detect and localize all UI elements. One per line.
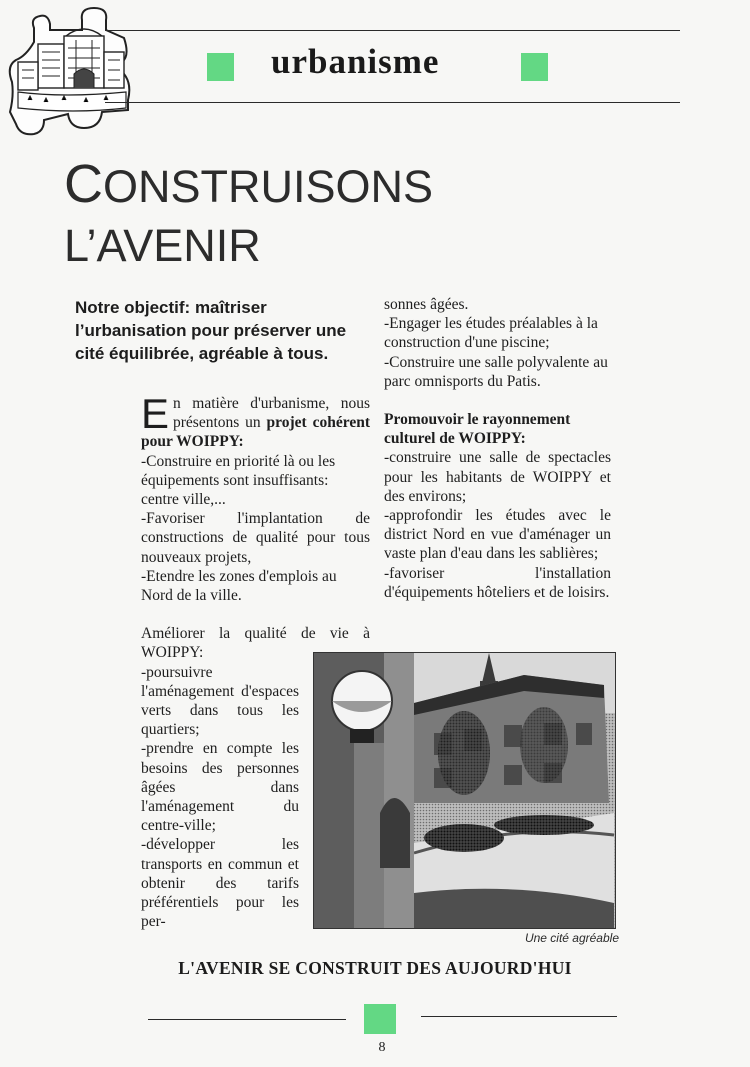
header-rule-top	[105, 30, 680, 31]
list-item: -Construire une salle polyvalente au parc omnisports du Patis.	[384, 353, 608, 390]
footer-rule-right	[421, 1016, 617, 1017]
section-heading: Promouvoir le rayonnement culturel de WOIPPY:	[384, 411, 571, 448]
list-item: -Etendre les zones d'emplois au Nord de la ville.	[141, 567, 337, 605]
section-title: urbanisme	[271, 42, 440, 81]
lead-paragraph: En matière d'urbanisme, nous présentons un projet cohérent pour WOIPPY:	[141, 390, 370, 451]
list-item: -développer les transports en commun et obtenir des tarifs préférentiels pour les per-	[141, 836, 299, 931]
list-item: -Engager les études préalables à la construction d'une piscine;	[384, 315, 598, 352]
list-item: sonnes âgées.	[384, 296, 469, 313]
list-item: -prendre en compte les besoins des personnes âgées dans l'aménagement du centre-ville;	[141, 740, 299, 835]
list-item: -favoriser l'installation d'équipements hôteliers et de loisirs.	[384, 564, 611, 601]
header-rule-bottom	[105, 102, 680, 103]
drop-cap: E	[141, 390, 170, 437]
list-item: -poursuivre l'aménagement d'espaces verts dans tous les quartiers;	[141, 663, 299, 739]
list-item: -construire une salle de spectacles pour les habitants de WOIPPY et des environs;	[384, 449, 611, 505]
headline-line-1: CONSTRUISONS	[64, 154, 434, 214]
page-headline	[64, 154, 434, 271]
right-column	[384, 295, 611, 602]
list-item: -Construire en priorité là ou les équipements sont insuffisants: centre ville,...	[141, 452, 336, 509]
page-number: 8	[378, 1040, 386, 1055]
list-item: -approfondir les études avec le district Nord en vue d'aménager un vaste plan d'eau dans les sablières;	[384, 507, 611, 563]
headline-line-2: L’AVENIR	[64, 220, 261, 271]
city-puzzle-logo-icon	[4, 4, 136, 144]
subsection-title: Améliorer la qualité de vie à WOIPPY:	[141, 625, 370, 662]
footer-title: L'AVENIR SE CONSTRUIT DES AUJOURD'HUI	[178, 958, 572, 978]
footer-rule-left	[148, 1019, 346, 1020]
list-item: -Favoriser l'implantation de constructions de qualité pour tous nouveaux projets,	[141, 510, 370, 566]
intro-statement: Notre objectif: maîtriser l’urbanisation pour préserver une cité équilibrée, agréable à tous.	[75, 298, 347, 363]
street-photo	[313, 652, 616, 929]
footer-accent	[364, 1004, 396, 1034]
photo-caption: Une cité agréable	[524, 931, 619, 945]
header-accent-right	[521, 53, 548, 81]
header-accent-left	[207, 53, 234, 81]
